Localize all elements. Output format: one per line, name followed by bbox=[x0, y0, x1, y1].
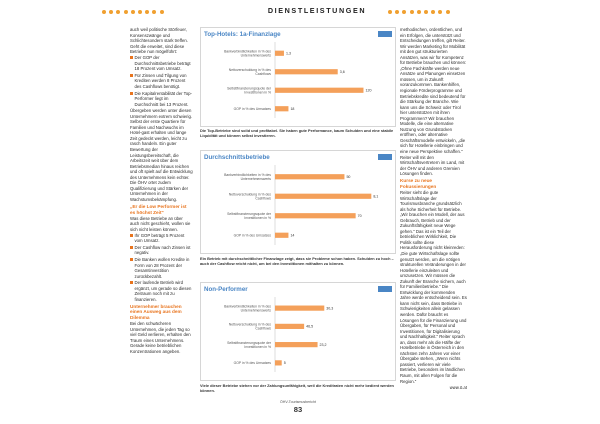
bar-label: Nettoverschuldung in % des Cashflows bbox=[228, 192, 271, 201]
header-dots-right bbox=[388, 10, 450, 14]
bar-label: Selbstfinanzierungsquote der Investitionen in % bbox=[227, 86, 271, 95]
bar-label: Selbstfinanzierungsquote der Investitionen in % bbox=[227, 211, 271, 220]
paragraph: Übergeben werden unter diesen Unternehmern extrem schwierig. Selbst der erste Quartiere für Familien und Nachwuchs im Hotel-gast erhalten und lange Zeit gedeckt werden, leicht zu rasch handeln. Ein guter Bewertung der Leistungsbereitschaft, die Arbeitszeit weit über dem Betriebsmedian hinaus reichen und oft spielt auf die Entwicklung des Unternehmens kein echter. Die ÖHV ortet zudem Qualifizierung und Stärken der Unternehmen in der Wachstumsbekämpfung. bbox=[130, 108, 193, 202]
header-dot bbox=[424, 10, 428, 14]
chart-caption: Viele dieser Betriebe stehen vor der Zahlungsunfähigkeit, weil die Kreditraten nicht mehr bedient werden können. bbox=[200, 383, 394, 393]
bar bbox=[275, 213, 356, 218]
bar-value: 3,6 bbox=[339, 70, 345, 75]
header-dot bbox=[431, 10, 435, 14]
bar-label: GOP in % des Umsatzes bbox=[233, 233, 271, 238]
bar-label: Nettoverschuldung in % des Cashflows bbox=[228, 67, 271, 76]
bar bbox=[275, 360, 282, 365]
bullet-text: Der laufende Betrieb wird ergänzt, um gerade so diesen Zeitraum noch mit zu finanzieren. bbox=[134, 280, 192, 302]
bullet-text: Für Zinsen und Tilgung von Krediten werden 8 Prozent des Cashflows benötigt. bbox=[134, 72, 187, 89]
subheading: Unternehmer brauchen einen Ausweg aus dem Dilemma bbox=[130, 303, 182, 321]
chart-average bbox=[200, 150, 396, 254]
left-column bbox=[130, 27, 193, 399]
header-dot bbox=[131, 10, 135, 14]
bullet-square-icon bbox=[130, 246, 133, 249]
subheading: Kurse zu neue Fokussierungen bbox=[400, 178, 437, 189]
bar bbox=[275, 194, 371, 199]
chart-svg bbox=[201, 163, 396, 253]
bar bbox=[275, 51, 284, 56]
bar-label: Selbstfinanzierungsquote der Investitionen in % bbox=[227, 340, 271, 349]
header-dot bbox=[145, 10, 149, 14]
bar-label: Bankverbindlichkeiten in % des Unternehmenswerts bbox=[224, 49, 271, 58]
chart-title: Top-Hotels: 1a-Finanzlage bbox=[204, 31, 281, 38]
chart-caption: Die Top-Betriebe sind solid und profitabel. Sie haben gute Performance, kaum Schulden und eine stabile Liquidität und können selbst investieren. bbox=[200, 128, 394, 138]
header-dot bbox=[160, 10, 164, 14]
header-dot bbox=[124, 10, 128, 14]
bar-value: 70 bbox=[357, 214, 362, 219]
bullet-square-icon bbox=[130, 258, 133, 261]
chart-svg bbox=[201, 40, 396, 126]
bullet-square-icon bbox=[130, 92, 133, 95]
signature: www.ö.at bbox=[449, 385, 467, 391]
header-dot bbox=[102, 10, 106, 14]
bar bbox=[275, 306, 324, 311]
footer-source: ÖHV-Tourismusbericht bbox=[280, 400, 316, 404]
bar-value: 18 bbox=[290, 107, 295, 112]
bullet-square-icon bbox=[130, 281, 133, 284]
bar-label: GOP in % des Umsatzes bbox=[233, 361, 271, 366]
bar bbox=[275, 88, 363, 93]
header-dot bbox=[152, 10, 156, 14]
bar-value: 30,3 bbox=[326, 306, 334, 311]
paragraph: Was diese Betriebe an über auch nicht geschieht, wollen sie sich nicht leisten können. bbox=[130, 215, 191, 232]
header-dots-left bbox=[102, 10, 164, 14]
bar bbox=[275, 342, 318, 347]
subheading: „Er die Low Performer ist es höchst Zeit" bbox=[130, 203, 187, 215]
bar-value: 5 bbox=[283, 361, 286, 366]
bullet-item bbox=[130, 233, 193, 244]
chart-title: Durchschnittsbetriebe bbox=[204, 154, 270, 161]
bullet-square-icon bbox=[130, 234, 133, 237]
brand-logo bbox=[378, 31, 392, 37]
bar bbox=[275, 233, 288, 238]
bar-value: 46,5 bbox=[306, 324, 314, 329]
bullet-item bbox=[130, 91, 193, 108]
header-dot bbox=[388, 10, 392, 14]
header-dot bbox=[116, 10, 120, 14]
chart-top-hotels bbox=[200, 27, 396, 127]
bar-label: GOP in % des Umsatzes bbox=[233, 106, 271, 111]
bullet-square-icon bbox=[130, 74, 133, 77]
header-dot bbox=[438, 10, 442, 14]
right-column bbox=[400, 27, 467, 399]
section-title: DIENSTLEISTUNGEN bbox=[267, 6, 367, 15]
bullet-item bbox=[130, 257, 193, 279]
bullet-text: Der GOP der Durchschnittsbetriebe beträgt 18 Prozent vom Umsatz. bbox=[134, 55, 191, 72]
bullet-item bbox=[130, 73, 193, 90]
header-dot bbox=[138, 10, 142, 14]
paragraph: auch weil politische Störfeuer, Konsenszwänge und Schlichtesondern stark treffen. Geht die erweitet, sind diese Betriebe nun mögelführt: bbox=[130, 27, 188, 55]
bullet-item bbox=[130, 55, 193, 72]
bullet-text: Die Banken wollen Kredite in Form von 28 Prozent der Gesamtinvestition zurückbezahlt. bbox=[134, 256, 190, 279]
header-dot bbox=[395, 10, 399, 14]
brand-logo bbox=[378, 286, 392, 292]
bar-value: 120 bbox=[365, 88, 372, 93]
bar bbox=[275, 69, 338, 74]
chart-non-performer bbox=[200, 282, 396, 381]
bullet-item bbox=[130, 245, 193, 256]
chart-svg bbox=[201, 295, 396, 380]
paragraph: Reiter sieht die gute Wirtschaftslage der Tourismusbranche grundsätzlich als hohe Sicherheit für Betriebe. „Wir brauchen ein Modell, der aus Gebrauch, Betrieb und der Zukunftsfähigkeit neue Wege gehen." Das ist ein Teil der betrieblichen Wirklichkeit, Die Politik sollte diese Herausforderung nicht kleinreden: „Die gute Wirtschaftslage sollte genutzt werden, um die nötigen strukturellen Veränderungen in der Hotellerie einzuleiten und umzusetzen. Wir müssen die Zukunft der Branche sichern, auch für Familienbetriebe." Die Entwicklung der kommenden Jahre werde entscheidend sein. Es kann nicht sein, dass Betriebe in Schwierigkeiten allein gelassen werden. Dafür braucht es Lösungen für die Finanzierung und Übergaben, für Personal und Investitionen, für Digitalisierung und Nachhaltigkeit." Reiter sprach an, dass mehr als die Hälfte der Hotelbetriebe in Österreich in den nächsten zehn Jahren vor einer Übergabe stehen, „Wenn nichts passiert, verlieren wir viele Betriebe, besonders im ländlichen Raum, mit allen Folgen für die Region." bbox=[400, 189, 467, 384]
bullet-text: Der Cashflow nach Zinsen ist negativ. bbox=[134, 244, 191, 256]
bullet-square-icon bbox=[130, 56, 133, 59]
bar-label: Bankverbindlichkeiten in % des Unternehmenswerts bbox=[224, 172, 271, 181]
chart-caption: Ein Betrieb mit durchschnittlicher Finanzlage zeigt, dass sie Probleme schon haben. Schulden zu hoch – auch der Cashflow reicht nicht, um bei den Investitionen mithalten zu können. bbox=[200, 256, 394, 266]
bullet-item bbox=[130, 280, 193, 302]
bullet-text: Ihr GOP beträgt 5 Prozent vom Umsatz. bbox=[134, 232, 185, 244]
brand-logo bbox=[378, 154, 392, 160]
bar-value: 14 bbox=[290, 233, 295, 238]
bar bbox=[275, 174, 344, 179]
bullet-text: Die Kapitalrentabilität der Top-Performer liegt im Durchschnitt bei 13 Prozent. bbox=[134, 90, 192, 107]
bar-label: Nettoverschuldung in % des Cashflows bbox=[228, 322, 271, 331]
chart-title: Non-Performer bbox=[204, 286, 248, 293]
header-dot bbox=[109, 10, 113, 14]
paragraph: methodischen, ordentlichen, und ein Erfolgen, die unterstützt und Entscheidungen treffen, gilt Reiter. Wir werden Marketing für Mobilität mit den gut strukturierten Ansätzen, was wir für Kompetenz für Betriebe brauchen und können: „Ohne Fachkräfte werden neue Ansätze und Planungen einsetzen müssen, um in Zukunft voranzukommen. Bankenhilfen, regionale Förderprogramme und Betriebskredite sind bedeutend für die Stärkung der Branche. Wie kann uns die Schweiz oder Tirol hier unterstützen mit ihren Programmen? Wir brauchen Modelle, die eine alternative Nutzung von Grundstücken eröffnen, oder alternative Geschäftsmodelle entwickeln, „die sich für Hotellerie einbringen und eine neue Perspektive schaffen." Reiter will mit den Wirtschaftsvertretern im Land, mit der ÖHV und anderen Gremien Lösungen finden. bbox=[400, 27, 467, 177]
header-dot bbox=[402, 10, 406, 14]
bar-label: Bankverbindlichkeiten in % des Unternehmenswerts bbox=[224, 304, 271, 313]
bar bbox=[275, 324, 304, 329]
paragraph: Bei den schwächeren Unternehmen, die jeden Tag so viel Geld verlieren, erhalten den Traum eines Unternehmens. Gerade keine betrieblichen Konzentrationen angeben. bbox=[130, 321, 191, 354]
bar bbox=[275, 106, 288, 111]
bar-value: 50 bbox=[346, 175, 351, 180]
header-dot bbox=[417, 10, 421, 14]
bar-value: 8,1 bbox=[373, 194, 379, 199]
header-dot bbox=[410, 10, 414, 14]
bar-value: 23,2 bbox=[319, 342, 327, 347]
page-number: 83 bbox=[293, 405, 303, 414]
header-dot bbox=[446, 10, 450, 14]
bar-value: 1,3 bbox=[285, 51, 291, 56]
